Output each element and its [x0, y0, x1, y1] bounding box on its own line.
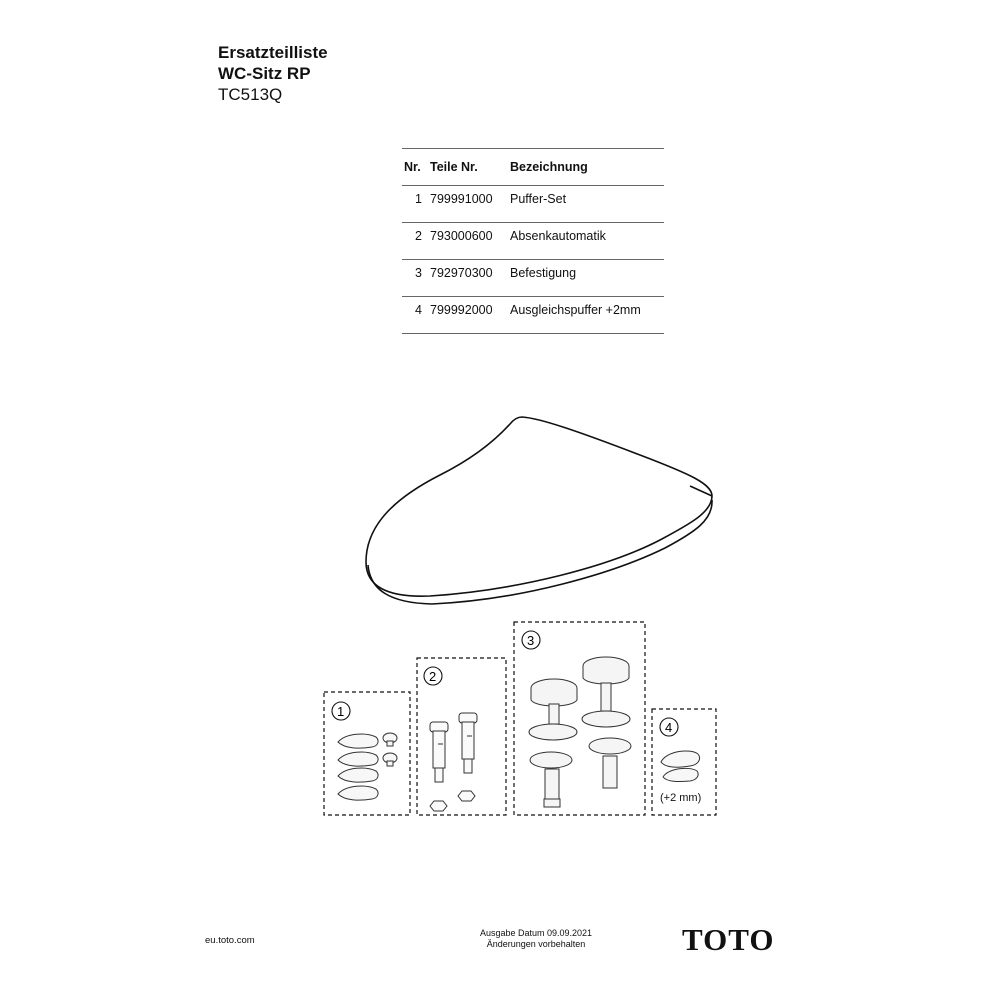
cell-description: Puffer-Set [510, 186, 664, 223]
cell-description: Ausgleichspuffer +2mm [510, 297, 664, 334]
issue-info [466, 928, 606, 950]
cell-nr: 4 [402, 297, 430, 334]
part-box-3 [514, 622, 645, 815]
cell-description: Absenkautomatik [510, 223, 664, 260]
cell-nr: 2 [402, 223, 430, 260]
issue-date: Ausgabe Datum 09.09.2021 [479, 928, 593, 938]
badge-2-label: 2 [429, 669, 437, 684]
website-link[interactable]: eu.toto.com [205, 935, 255, 946]
disclaimer: Änderungen vorbehalten [486, 939, 586, 949]
model-number: TC513Q [218, 85, 283, 104]
cell-part-number: 792970300 [430, 260, 510, 297]
cell-part-number: 799991000 [430, 186, 510, 223]
col-header-nr: Nr. [402, 149, 430, 186]
cell-nr: 3 [402, 260, 430, 297]
cell-nr: 1 [402, 186, 430, 223]
product-name: WC-Sitz RP [218, 64, 311, 83]
toilet-seat-illustration [366, 417, 712, 604]
cell-part-number: 799992000 [430, 297, 510, 334]
spacer-thickness-note: (+2 mm) [660, 792, 702, 804]
badge-4-label: 4 [665, 720, 673, 735]
col-header-part-number: Teile Nr. [430, 149, 510, 186]
badge-1-label: 1 [337, 704, 345, 719]
col-header-description: Bezeichnung [510, 149, 664, 186]
badge-3-label: 3 [527, 633, 535, 648]
document-title: Ersatzteilliste [218, 43, 328, 62]
toto-logo: TOTO [682, 922, 775, 957]
cell-description: Befestigung [510, 260, 664, 297]
cell-part-number: 793000600 [430, 223, 510, 260]
